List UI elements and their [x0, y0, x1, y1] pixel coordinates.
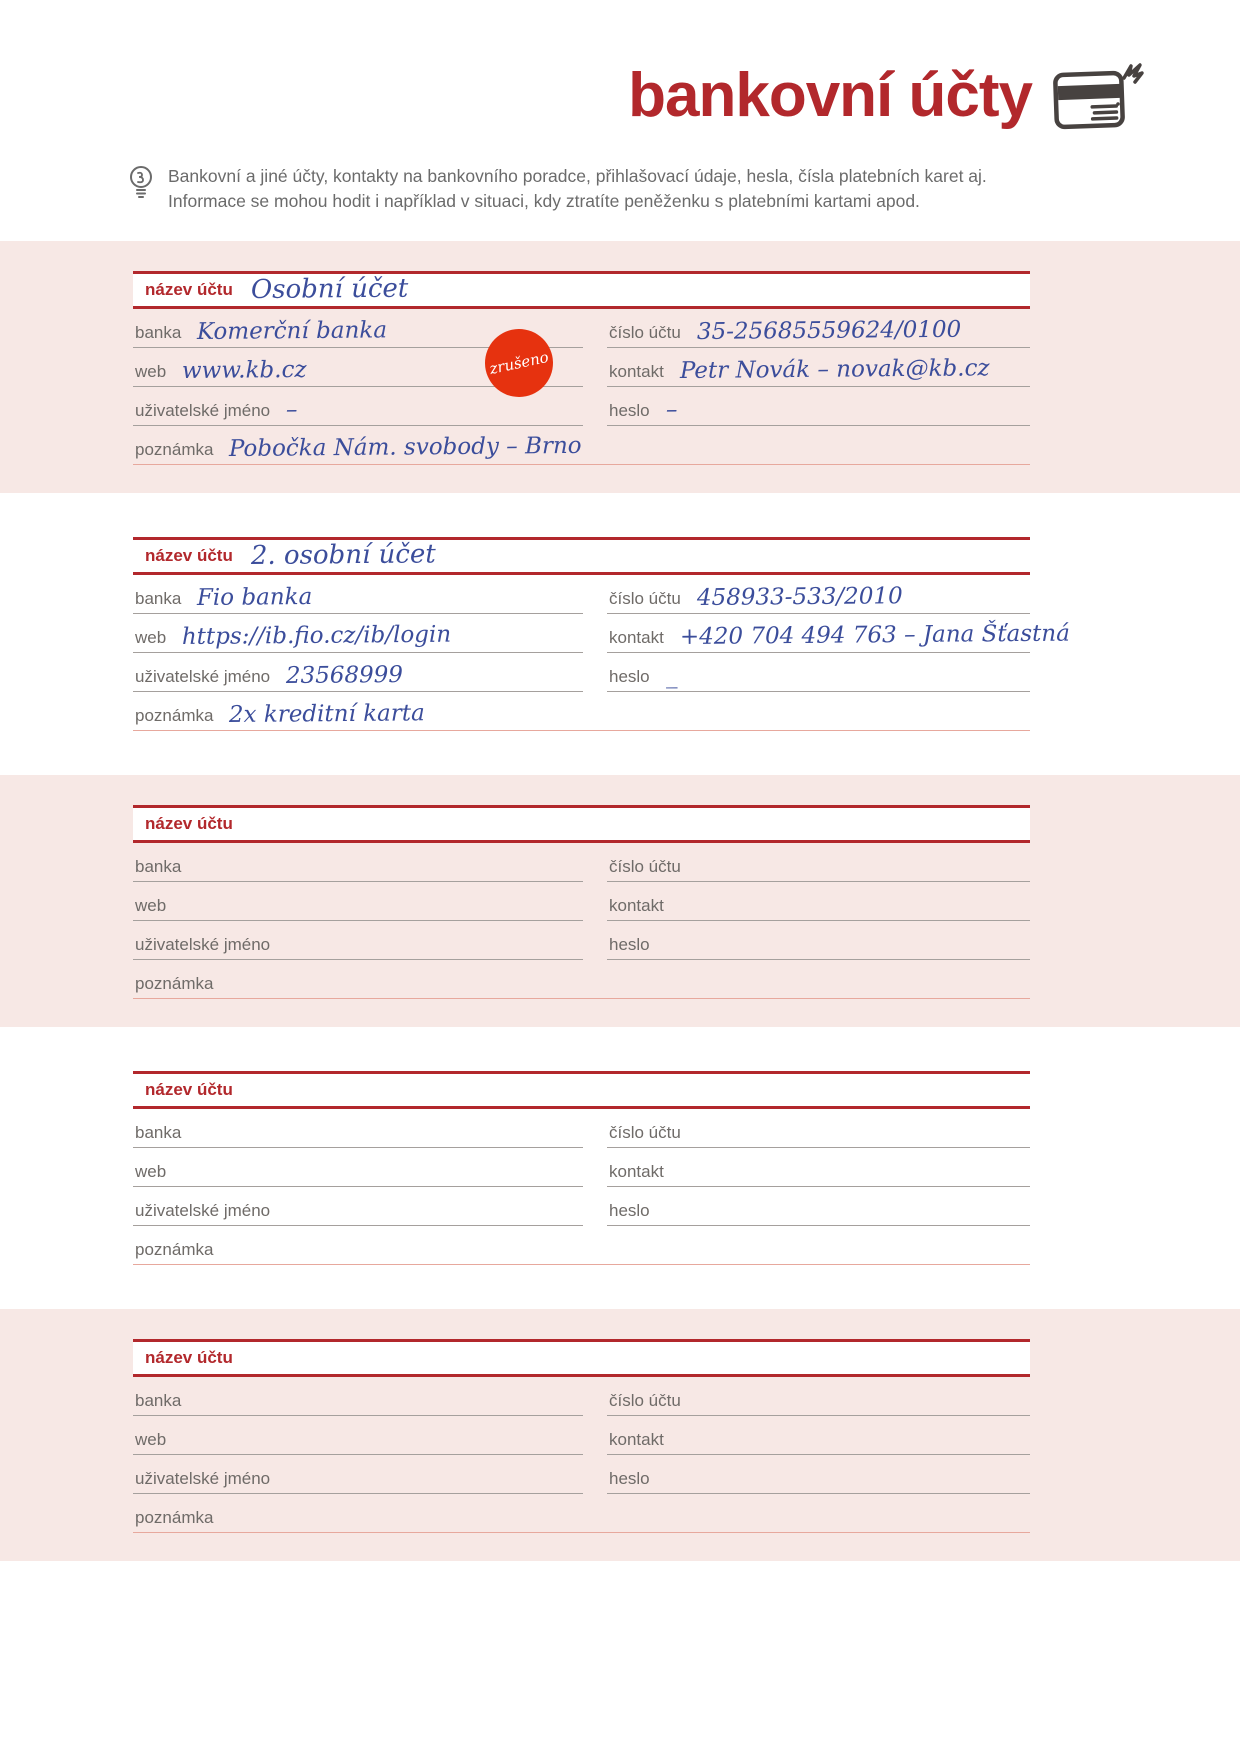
web-label: web	[135, 1161, 167, 1181]
account-fields	[133, 843, 1030, 999]
web-field	[133, 882, 583, 921]
username-label: uživatelské jméno	[135, 1468, 271, 1488]
account-number-label: číslo účtu	[609, 588, 681, 608]
username-field	[133, 653, 583, 692]
password-value: –	[665, 396, 678, 424]
password-label: heslo	[609, 400, 650, 420]
password-value: _	[665, 662, 678, 690]
account-number-field	[607, 1109, 1030, 1148]
band-4	[0, 1027, 1240, 1309]
account-number-label: číslo účtu	[609, 1390, 681, 1410]
cancelled-stamp: zrušeno	[479, 322, 560, 403]
lightbulb-icon	[128, 164, 154, 200]
web-label: web	[135, 361, 167, 381]
web-value: https://ib.fio.cz/ib/login	[181, 621, 452, 651]
bank-field	[133, 843, 583, 882]
band-2	[0, 493, 1240, 775]
account-name-label: název účtu	[145, 813, 233, 833]
web-label: web	[135, 895, 167, 915]
web-field	[133, 1148, 583, 1187]
account-name-row	[133, 1071, 1030, 1109]
bank-label: banka	[135, 588, 182, 608]
note-value: 2x kreditní karta	[229, 700, 426, 729]
account-number-label: číslo účtu	[609, 1122, 681, 1142]
page-title: bankovní účty	[628, 61, 1032, 130]
password-field	[607, 921, 1030, 960]
password-label: heslo	[609, 934, 650, 954]
account-number-field	[607, 1377, 1030, 1416]
account-name-label: název účtu	[145, 1347, 233, 1367]
username-field	[133, 921, 583, 960]
bank-value: Komerční banka	[197, 317, 388, 346]
credit-card-icon	[1052, 58, 1144, 134]
account-name-row	[133, 805, 1030, 843]
username-label: uživatelské jméno	[135, 934, 271, 954]
account-name-row	[133, 537, 1030, 575]
account-fields	[133, 1109, 1030, 1265]
username-label: uživatelské jméno	[135, 400, 271, 420]
band-5	[0, 1309, 1240, 1561]
username-value: 23568999	[285, 662, 404, 690]
bank-label: banka	[135, 322, 182, 342]
contact-label: kontakt	[609, 627, 664, 647]
note-field	[133, 1226, 1030, 1265]
note-field	[133, 1494, 1030, 1533]
account-section-3	[133, 805, 1030, 999]
account-section-5	[133, 1339, 1030, 1533]
web-label: web	[135, 627, 167, 647]
account-number-field	[607, 309, 1030, 348]
web-value: www.kb.cz	[181, 356, 307, 385]
password-field	[607, 653, 1030, 692]
password-label: heslo	[609, 1200, 650, 1220]
account-name-label: název účtu	[145, 545, 233, 565]
contact-field	[607, 614, 1070, 653]
username-field	[133, 1187, 583, 1226]
intro-note	[128, 164, 1008, 215]
account-name-value: Osobní účet	[250, 273, 409, 306]
bank-field	[133, 1109, 583, 1148]
account-fields	[133, 309, 1030, 465]
password-label: heslo	[609, 1468, 650, 1488]
account-name-label: název účtu	[145, 279, 233, 299]
account-name-value: 2. osobní účet	[250, 539, 436, 572]
contact-field	[607, 1148, 1030, 1187]
note-label: poznámka	[135, 705, 214, 725]
contact-field	[607, 1416, 1030, 1455]
contact-label: kontakt	[609, 361, 664, 381]
username-label: uživatelské jméno	[135, 666, 271, 686]
contact-value: Petr Novák – novak@kb.cz	[679, 355, 990, 385]
note-label: poznámka	[135, 1507, 214, 1527]
band-1	[0, 241, 1240, 493]
bank-field	[133, 575, 583, 614]
note-field	[133, 960, 1030, 999]
page-header	[0, 0, 1240, 140]
bank-label: banka	[135, 1122, 182, 1142]
password-label: heslo	[609, 666, 650, 686]
username-value: –	[285, 396, 298, 424]
username-field	[133, 1455, 583, 1494]
account-name-label: název účtu	[145, 1079, 233, 1099]
web-field	[133, 614, 583, 653]
username-label: uživatelské jméno	[135, 1200, 271, 1220]
band-3	[0, 775, 1240, 1027]
account-fields	[133, 1377, 1030, 1533]
account-number-field	[607, 843, 1030, 882]
note-label: poznámka	[135, 439, 214, 459]
contact-value: +420 704 494 763 – Jana Šťastná	[679, 620, 1070, 651]
account-number-value: 35-25685559624/0100	[696, 316, 962, 346]
account-number-value: 458933-533/2010	[696, 583, 903, 612]
password-field	[607, 387, 1030, 426]
account-name-row	[133, 1339, 1030, 1377]
contact-label: kontakt	[609, 1429, 664, 1449]
bank-label: banka	[135, 1390, 182, 1410]
contact-label: kontakt	[609, 895, 664, 915]
contact-field	[607, 348, 1030, 387]
account-section-1	[133, 271, 1030, 465]
web-field	[133, 1416, 583, 1455]
note-field	[133, 426, 1030, 465]
account-section-2	[133, 537, 1070, 731]
password-field	[607, 1455, 1030, 1494]
account-number-label: číslo účtu	[609, 322, 681, 342]
bank-label: banka	[135, 856, 182, 876]
account-number-field	[607, 575, 1030, 614]
note-label: poznámka	[135, 973, 214, 993]
note-label: poznámka	[135, 1239, 214, 1259]
web-label: web	[135, 1429, 167, 1449]
account-section-4	[133, 1071, 1030, 1265]
account-name-row	[133, 271, 1030, 309]
bank-value: Fio banka	[197, 584, 313, 612]
intro-text: Bankovní a jiné účty, kontakty na bankovního poradce, přihlašovací údaje, hesla, čísla platebních karet aj. Informace se mohou hodit i například v situaci, kdy ztratíte peněženku s platebními kartami apod.	[168, 166, 987, 212]
note-field	[133, 692, 1030, 731]
contact-field	[607, 882, 1030, 921]
account-number-label: číslo účtu	[609, 856, 681, 876]
note-value: Pobočka Nám. svobody – Brno	[229, 432, 583, 463]
contact-label: kontakt	[609, 1161, 664, 1181]
bank-field	[133, 1377, 583, 1416]
password-field	[607, 1187, 1030, 1226]
account-fields	[133, 575, 1070, 731]
